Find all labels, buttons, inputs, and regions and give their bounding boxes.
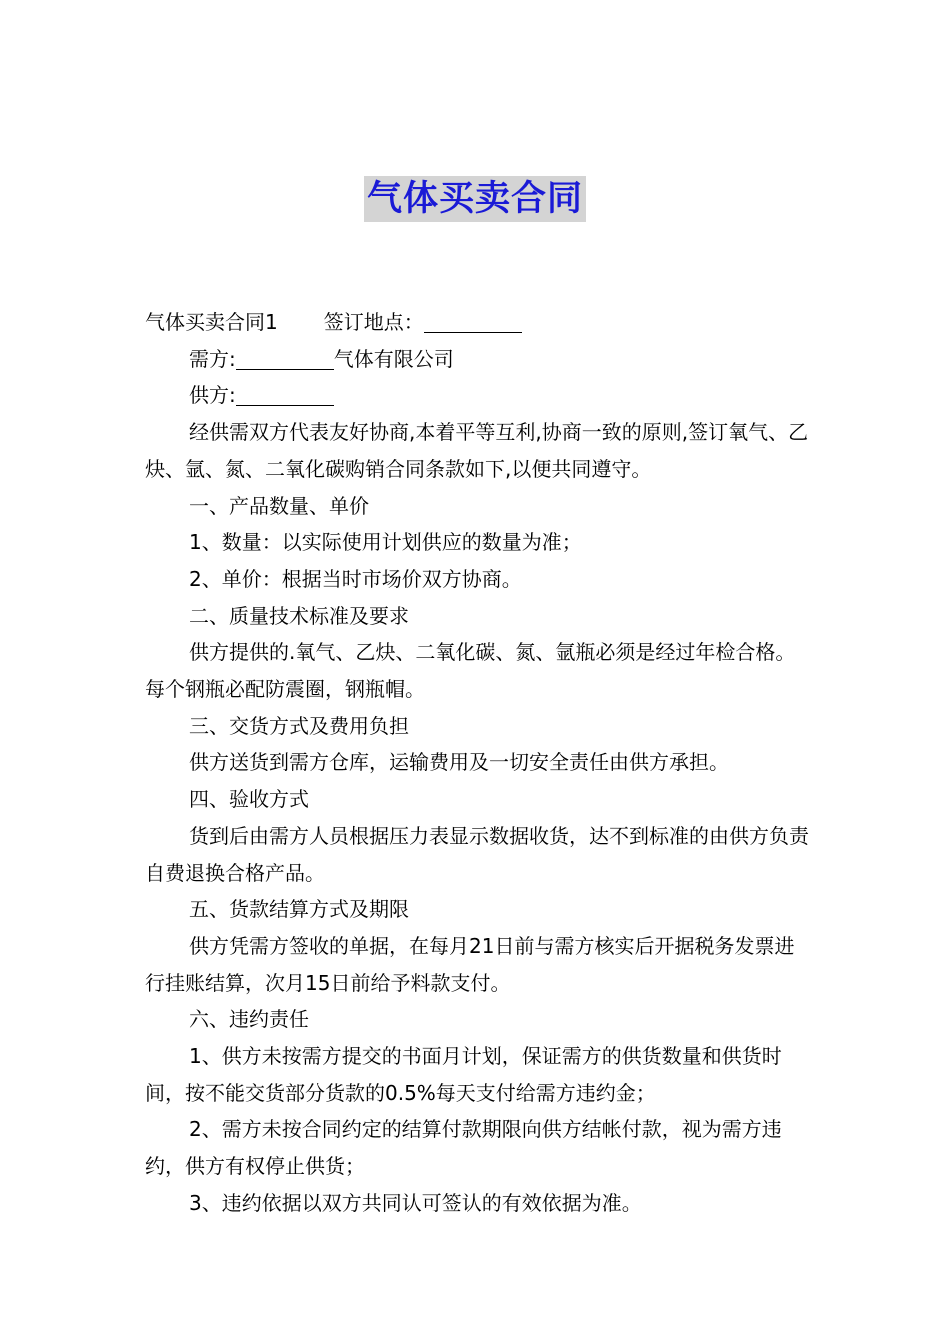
section-1-item-2: 2、单价：根据当时市场价双方协商。 — [189, 566, 522, 591]
section-6-item-3: 3、违约依据以双方共同认可签认的有效依据为准。 — [189, 1190, 642, 1215]
section-4-title: 四、验收方式 — [189, 787, 309, 812]
demand-side-label: 需方: — [189, 346, 236, 371]
supply-side-blank — [236, 381, 334, 406]
demand-side-blank — [236, 345, 334, 370]
section-5-title: 五、货款结算方式及期限 — [189, 897, 409, 922]
section-6-title: 六、违约责任 — [189, 1007, 309, 1032]
title-container — [0, 176, 950, 222]
section-5-body: 供方凭需方签收的单据，在每月21日前与需方核实后开据税务发票进行挂账结算，次月15日前给予料款支付。 — [145, 933, 795, 995]
section-2-body: 供方提供的.氧气、乙炔、二氧化碳、氮、氩瓶必须是经过年检合格。每个钢瓶必配防震圈，钢瓶帽。 — [145, 640, 796, 702]
document-body — [145, 304, 809, 1222]
header-line — [145, 304, 809, 341]
section-4-body: 货到后由需方人员根据压力表显示数据收货，达不到标准的由供方负责自费退换合格产品。 — [145, 823, 809, 885]
sign-place-label: 签订地点： — [323, 310, 424, 334]
section-6-item-1: 1、供方未按需方提交的书面月计划，保证需方的供货数量和供货时间，按不能交货部分货款的0.5%每天支付给需方违约金； — [145, 1044, 782, 1105]
section-2-title: 二、质量技术标准及要求 — [189, 603, 409, 628]
section-6-item-2: 2、需方未按合同约定的结算付款期限向供方结帐付款，视为需方违约，供方有权停止供货； — [145, 1117, 782, 1179]
supply-side-label: 供方: — [189, 383, 236, 408]
demand-side-line — [145, 341, 809, 378]
document-title: 气体买卖合同 — [364, 176, 586, 222]
intro-paragraph: 经供需双方代表友好协商,本着平等互利,协商一致的原则,签订氧气、乙炔、氩、氮、二氧化碳购销合同条款如下,以便共同遵守。 — [145, 420, 809, 481]
section-3-title: 三、交货方式及费用负担 — [189, 713, 409, 738]
section-3-body: 供方送货到需方仓库，运输费用及一切安全责任由供方承担。 — [189, 750, 729, 775]
demand-side-suffix: 气体有限公司 — [333, 346, 454, 371]
section-1-item-1: 1、数量：以实际使用计划供应的数量为准； — [189, 530, 582, 555]
section-1-title: 一、产品数量、单价 — [189, 493, 369, 518]
sign-place-blank — [424, 308, 522, 333]
doc-name: 气体买卖合同1 — [145, 310, 278, 334]
supply-side-line — [145, 377, 809, 414]
